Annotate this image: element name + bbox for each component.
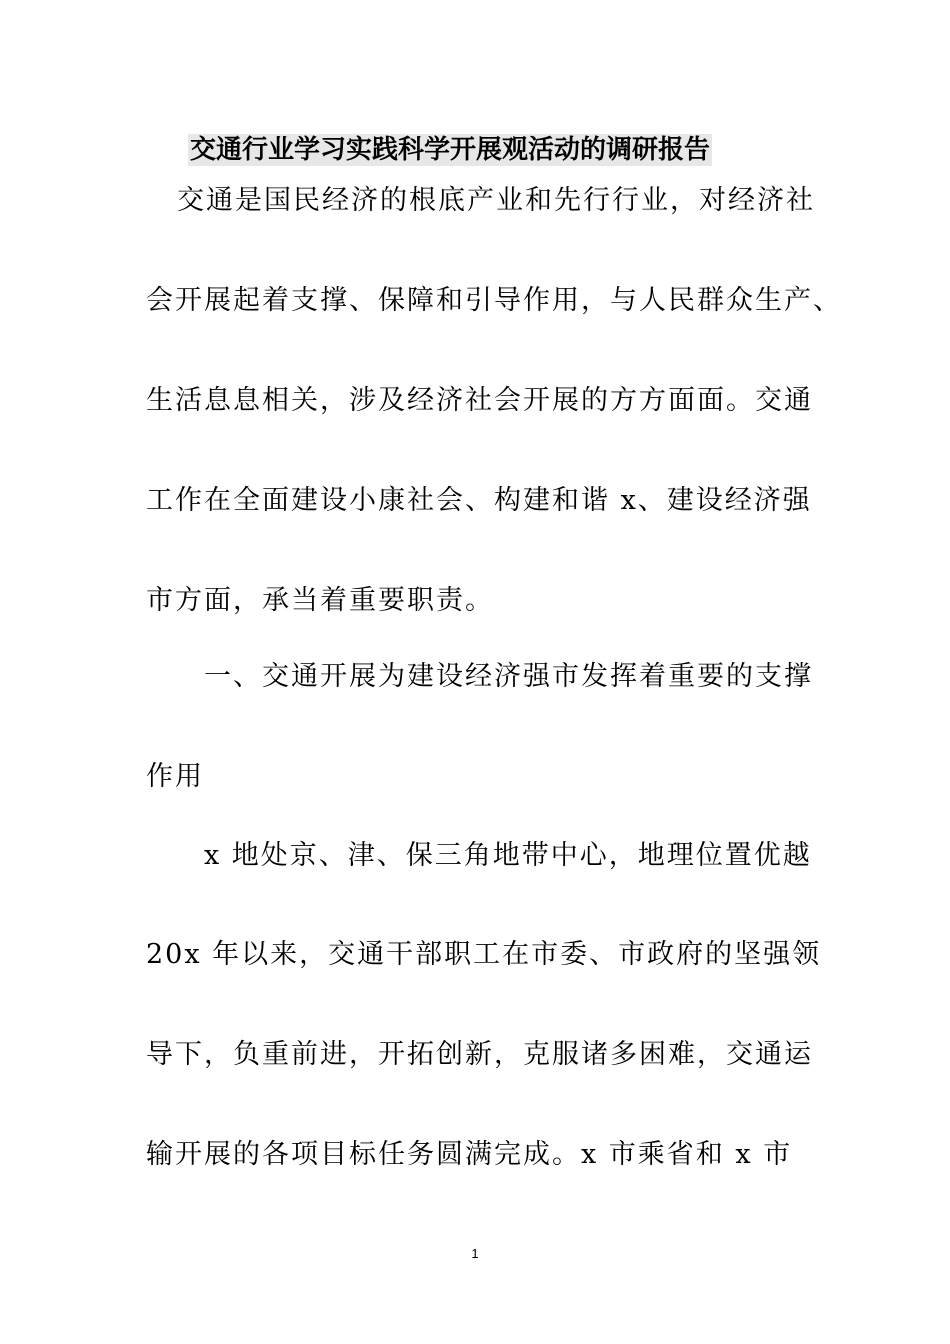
paragraph-line: 会开展起着支撑、保障和引导作用，与人民群众生产、 [146,285,842,316]
paragraph-line: 20x 年以来，交通干部职工在市委、市政府的坚强领 [146,939,822,970]
paragraph-line: 生活息息相关，涉及经济社会开展的方方面面。交通 [146,385,813,416]
paragraph-line: 工作在全面建设小康社会、构建和谐 x、建设经济强 [146,485,812,516]
page-number: 1 [471,1246,479,1261]
document-title: 交通行业学习实践科学开展观活动的调研报告 [190,135,711,165]
section-heading-line: 作用 [146,761,204,792]
paragraph-line: 输开展的各项目标任务圆满完成。x 市乘省和 x 市 [146,1139,793,1170]
paragraph-line: 导下，负重前进，开拓创新，克服诸多困难，交通运 [146,1039,813,1070]
paragraph-line: 市方面，承当着重要职责。 [146,585,494,616]
paragraph-line: x 地处京、津、保三角地带中心，地理位置优越 [204,840,812,871]
paragraph-line: 交通是国民经济的根底产业和先行行业，对经济社 [177,185,815,216]
section-heading-line: 一、交通开展为建设经济强市发挥着重要的支撑 [204,661,813,692]
